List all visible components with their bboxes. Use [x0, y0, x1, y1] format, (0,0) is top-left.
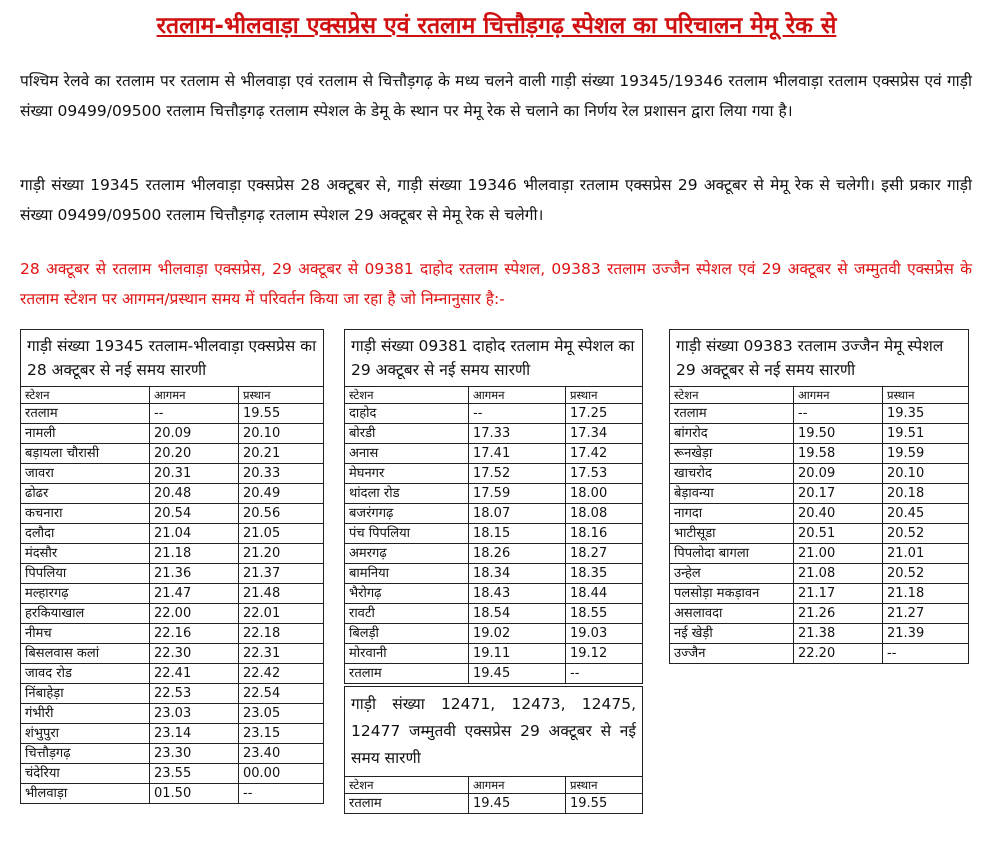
- table-header-row: [670, 330, 969, 387]
- station-cell: निंबाहेड़ा: [21, 684, 150, 704]
- station-cell: गंभीरी: [21, 704, 150, 724]
- column-header: प्रस्थान: [566, 777, 643, 794]
- timetable-jammutawi: [344, 686, 643, 814]
- table-row: [670, 444, 969, 464]
- arrival-cell: 22.30: [150, 644, 239, 664]
- table-row: [670, 624, 969, 644]
- column-header-row: [21, 387, 324, 404]
- departure-cell: 21.20: [239, 544, 324, 564]
- table-row: [21, 524, 324, 544]
- departure-cell: 19.55: [239, 404, 324, 424]
- table-row: [21, 744, 324, 764]
- station-cell: रतलाम: [345, 664, 469, 684]
- table-row: [21, 704, 324, 724]
- station-cell: भीलवाड़ा: [21, 784, 150, 804]
- arrival-cell: 20.48: [150, 484, 239, 504]
- station-cell: उज्जैन: [670, 644, 794, 664]
- timetable-09383: [669, 329, 969, 664]
- departure-cell: 19.12: [566, 644, 643, 664]
- arrival-cell: 19.58: [794, 444, 883, 464]
- arrival-cell: 18.26: [469, 544, 566, 564]
- table-row: [345, 794, 643, 814]
- station-cell: पिपलिया: [21, 564, 150, 584]
- arrival-cell: 20.51: [794, 524, 883, 544]
- column-header: स्टेशन: [345, 777, 469, 794]
- arrival-cell: 22.20: [794, 644, 883, 664]
- column-header-row: [345, 387, 643, 404]
- station-cell: जावद रोड: [21, 664, 150, 684]
- departure-cell: 21.27: [883, 604, 969, 624]
- station-cell: ढोढर: [21, 484, 150, 504]
- departure-cell: 19.51: [883, 424, 969, 444]
- column-header: स्टेशन: [345, 387, 469, 404]
- departure-cell: 19.55: [566, 794, 643, 814]
- table-row: [21, 624, 324, 644]
- station-cell: दाहोद: [345, 404, 469, 424]
- arrival-cell: 21.17: [794, 584, 883, 604]
- table-row: [670, 464, 969, 484]
- station-cell: शंभुपुरा: [21, 724, 150, 744]
- station-cell: नई खेड़ी: [670, 624, 794, 644]
- station-cell: चित्तौड़गढ़: [21, 744, 150, 764]
- table-row: [670, 604, 969, 624]
- table-header-row: [21, 330, 324, 387]
- table-title: गाड़ी संख्या 09381 दाहोद रतलाम मेमू स्पेशल का 29 अक्टूबर से नई समय सारणी: [345, 330, 643, 387]
- column-header: स्टेशन: [670, 387, 794, 404]
- table-row: [670, 544, 969, 564]
- arrival-cell: 17.41: [469, 444, 566, 464]
- departure-cell: 00.00: [239, 764, 324, 784]
- table-row: [21, 684, 324, 704]
- table-title: गाड़ी संख्या 19345 रतलाम-भीलवाड़ा एक्सप्रेस का 28 अक्टूबर से नई समय सारणी: [21, 330, 324, 387]
- table-row: [21, 784, 324, 804]
- departure-cell: 20.18: [883, 484, 969, 504]
- departure-cell: --: [883, 644, 969, 664]
- table-row: [345, 484, 643, 504]
- arrival-cell: 20.31: [150, 464, 239, 484]
- table-row: [345, 544, 643, 564]
- station-cell: पिपलोदा बागला: [670, 544, 794, 564]
- notice-paragraph: 28 अक्टूबर से रतलाम भीलवाड़ा एक्सप्रेस, 29 अक्टूबर से 09381 दाहोद रतलाम स्पेशल, 09383 रतलाम उज्जैन स्पेशल एवं 29 अक्टूबर से जम्मुतवी एक्सप्रेस के रतलाम स्टेशन पर आगमन/प्रस्थान समय में परिवर्तन किया जा रहा है जो निम्नानुसार है:-: [20, 260, 972, 308]
- departure-cell: 22.18: [239, 624, 324, 644]
- arrival-cell: 21.36: [150, 564, 239, 584]
- departure-cell: 20.49: [239, 484, 324, 504]
- table-row: [21, 504, 324, 524]
- table-row: [345, 564, 643, 584]
- departure-cell: 19.35: [883, 404, 969, 424]
- table-row: [345, 604, 643, 624]
- departure-cell: 23.15: [239, 724, 324, 744]
- intro-paragraph: पश्चिम रेलवे का रतलाम पर रतलाम से भीलवाड़ा एवं रतलाम से चित्तौड़गढ़ के मध्य चलने वाली गाड़ी संख्या 19345/19346 रतलाम भीलवाड़ा रतलाम एक्सप्रेस एवं गाड़ी संख्या 09499/09500 रतलाम चित्तौड़गढ़ रतलाम स्पेशल के डेमू के स्थान पर मेमू रेक से चलाने का निर्णय रेल प्रशासन द्वारा लिया गया है।: [20, 72, 972, 120]
- departure-cell: 22.54: [239, 684, 324, 704]
- table-row: [345, 424, 643, 444]
- departure-cell: 20.52: [883, 564, 969, 584]
- station-cell: रतलाम: [21, 404, 150, 424]
- page-title: रतलाम-भीलवाड़ा एक्सप्रेस एवं रतलाम चित्तौड़गढ़ स्पेशल का परिचालन मेमू रेक से: [156, 13, 837, 39]
- table-row: [21, 424, 324, 444]
- table-row: [21, 604, 324, 624]
- departure-cell: 21.01: [883, 544, 969, 564]
- table-row: [345, 464, 643, 484]
- departure-cell: 21.39: [883, 624, 969, 644]
- table-header-row: [345, 687, 643, 777]
- station-cell: बजरंगगढ़: [345, 504, 469, 524]
- station-cell: बोरडी: [345, 424, 469, 444]
- station-cell: उन्हेल: [670, 564, 794, 584]
- arrival-cell: 19.02: [469, 624, 566, 644]
- departure-cell: --: [566, 664, 643, 684]
- departure-cell: 20.56: [239, 504, 324, 524]
- table-row: [670, 404, 969, 424]
- station-cell: बांगरोद: [670, 424, 794, 444]
- arrival-cell: --: [469, 404, 566, 424]
- table-row: [345, 404, 643, 424]
- table-header-row: [345, 330, 643, 387]
- station-cell: बामनिया: [345, 564, 469, 584]
- station-cell: बेड़ावन्या: [670, 484, 794, 504]
- table-row: [345, 504, 643, 524]
- arrival-cell: 23.55: [150, 764, 239, 784]
- departure-cell: 21.18: [883, 584, 969, 604]
- departure-cell: --: [239, 784, 324, 804]
- table-row: [21, 444, 324, 464]
- table-row: [21, 464, 324, 484]
- arrival-cell: 18.54: [469, 604, 566, 624]
- station-cell: पलसोड़ा मकड़ावन: [670, 584, 794, 604]
- table-row: [21, 484, 324, 504]
- arrival-cell: 18.43: [469, 584, 566, 604]
- arrival-cell: 17.52: [469, 464, 566, 484]
- column-header-row: [670, 387, 969, 404]
- station-cell: नागदा: [670, 504, 794, 524]
- station-cell: रतलाम: [345, 794, 469, 814]
- station-cell: रतलाम: [670, 404, 794, 424]
- arrival-cell: 19.11: [469, 644, 566, 664]
- table-row: [345, 664, 643, 684]
- table-row: [670, 644, 969, 664]
- station-cell: बिलड़ी: [345, 624, 469, 644]
- arrival-cell: 21.26: [794, 604, 883, 624]
- arrival-cell: 23.03: [150, 704, 239, 724]
- table-row: [21, 664, 324, 684]
- arrival-cell: 21.38: [794, 624, 883, 644]
- station-cell: थांदला रोड: [345, 484, 469, 504]
- arrival-cell: 19.45: [469, 794, 566, 814]
- arrival-cell: 18.15: [469, 524, 566, 544]
- departure-cell: 18.00: [566, 484, 643, 504]
- table-row: [345, 624, 643, 644]
- departure-cell: 17.25: [566, 404, 643, 424]
- station-cell: असलावदा: [670, 604, 794, 624]
- arrival-cell: 21.04: [150, 524, 239, 544]
- station-cell: चंदेरिया: [21, 764, 150, 784]
- station-cell: अमरगढ़: [345, 544, 469, 564]
- arrival-cell: 01.50: [150, 784, 239, 804]
- column-header: आगमन: [794, 387, 883, 404]
- arrival-cell: 21.08: [794, 564, 883, 584]
- departure-cell: 17.53: [566, 464, 643, 484]
- departure-cell: 23.40: [239, 744, 324, 764]
- departure-cell: 18.35: [566, 564, 643, 584]
- arrival-cell: 20.54: [150, 504, 239, 524]
- departure-cell: 23.05: [239, 704, 324, 724]
- station-cell: नामली: [21, 424, 150, 444]
- table-title: गाड़ी संख्या 12471, 12473, 12475, 12477 जम्मुतवी एक्सप्रेस 29 अक्टूबर से नई समय सारणी: [345, 687, 643, 777]
- arrival-cell: --: [150, 404, 239, 424]
- departure-cell: 18.44: [566, 584, 643, 604]
- arrival-cell: 23.14: [150, 724, 239, 744]
- timetable-09381: [344, 329, 643, 684]
- table-row: [345, 584, 643, 604]
- table-row: [670, 564, 969, 584]
- departure-cell: 20.21: [239, 444, 324, 464]
- table-row: [21, 644, 324, 664]
- arrival-cell: 20.09: [794, 464, 883, 484]
- arrival-cell: 21.47: [150, 584, 239, 604]
- departure-cell: 17.34: [566, 424, 643, 444]
- column-header: प्रस्थान: [239, 387, 324, 404]
- departure-cell: 18.16: [566, 524, 643, 544]
- station-cell: खाचरोद: [670, 464, 794, 484]
- arrival-cell: 22.16: [150, 624, 239, 644]
- table-row: [21, 724, 324, 744]
- departure-cell: 22.42: [239, 664, 324, 684]
- arrival-cell: 17.33: [469, 424, 566, 444]
- table-row: [670, 484, 969, 504]
- station-cell: भाटीसूडा: [670, 524, 794, 544]
- station-cell: मोरवानी: [345, 644, 469, 664]
- table-row: [670, 424, 969, 444]
- departure-cell: 22.31: [239, 644, 324, 664]
- schedule-paragraph: गाड़ी संख्या 19345 रतलाम भीलवाड़ा एक्सप्रेस 28 अक्टूबर से, गाड़ी संख्या 19346 भीलवाड़ा रतलाम एक्सप्रेस 29 अक्टूबर से मेमू रेक से चलेगी। इसी प्रकार गाड़ी संख्या 09499/09500 रतलाम चित्तौड़गढ़ रतलाम स्पेशल 29 अक्टूबर से मेमू रेक से चलेगी।: [20, 176, 972, 224]
- arrival-cell: --: [794, 404, 883, 424]
- column-header: स्टेशन: [21, 387, 150, 404]
- station-cell: मेघनगर: [345, 464, 469, 484]
- station-cell: बिसलवास कलां: [21, 644, 150, 664]
- column-header-row: [345, 777, 643, 794]
- departure-cell: 20.45: [883, 504, 969, 524]
- departure-cell: 18.08: [566, 504, 643, 524]
- arrival-cell: 20.17: [794, 484, 883, 504]
- station-cell: हरकियाखाल: [21, 604, 150, 624]
- station-cell: भैरोगढ़: [345, 584, 469, 604]
- table-row: [21, 764, 324, 784]
- arrival-cell: 22.00: [150, 604, 239, 624]
- table-row: [345, 524, 643, 544]
- station-cell: मंदसौर: [21, 544, 150, 564]
- departure-cell: 17.42: [566, 444, 643, 464]
- arrival-cell: 21.00: [794, 544, 883, 564]
- arrival-cell: 20.40: [794, 504, 883, 524]
- departure-cell: 21.48: [239, 584, 324, 604]
- arrival-cell: 18.34: [469, 564, 566, 584]
- arrival-cell: 20.20: [150, 444, 239, 464]
- arrival-cell: 19.50: [794, 424, 883, 444]
- arrival-cell: 21.18: [150, 544, 239, 564]
- station-cell: पंच पिपलिया: [345, 524, 469, 544]
- departure-cell: 20.10: [239, 424, 324, 444]
- departure-cell: 18.55: [566, 604, 643, 624]
- table-row: [670, 584, 969, 604]
- column-header: आगमन: [469, 387, 566, 404]
- station-cell: दलौदा: [21, 524, 150, 544]
- arrival-cell: 22.41: [150, 664, 239, 684]
- departure-cell: 20.52: [883, 524, 969, 544]
- column-header: प्रस्थान: [566, 387, 643, 404]
- table-title: गाड़ी संख्या 09383 रतलाम उज्जैन मेमू स्पेशल 29 अक्टूबर से नई समय सारणी: [670, 330, 969, 387]
- column-header: आगमन: [150, 387, 239, 404]
- column-header: आगमन: [469, 777, 566, 794]
- table-row: [345, 444, 643, 464]
- table-row: [670, 524, 969, 544]
- departure-cell: 21.05: [239, 524, 324, 544]
- arrival-cell: 19.45: [469, 664, 566, 684]
- arrival-cell: 23.30: [150, 744, 239, 764]
- station-cell: रावटी: [345, 604, 469, 624]
- station-cell: बड़ायला चौरासी: [21, 444, 150, 464]
- departure-cell: 20.10: [883, 464, 969, 484]
- table-row: [21, 544, 324, 564]
- departure-cell: 20.33: [239, 464, 324, 484]
- table-row: [21, 404, 324, 424]
- station-cell: नीमच: [21, 624, 150, 644]
- arrival-cell: 20.09: [150, 424, 239, 444]
- station-cell: मल्हारगढ़: [21, 584, 150, 604]
- departure-cell: 19.03: [566, 624, 643, 644]
- table-row: [21, 584, 324, 604]
- station-cell: जावरा: [21, 464, 150, 484]
- table-row: [670, 504, 969, 524]
- departure-cell: 19.59: [883, 444, 969, 464]
- arrival-cell: 18.07: [469, 504, 566, 524]
- arrival-cell: 17.59: [469, 484, 566, 504]
- table-row: [21, 564, 324, 584]
- station-cell: रूनखेड़ा: [670, 444, 794, 464]
- table-row: [345, 644, 643, 664]
- timetable-19345: [20, 329, 324, 804]
- station-cell: कचनारा: [21, 504, 150, 524]
- station-cell: अनास: [345, 444, 469, 464]
- arrival-cell: 22.53: [150, 684, 239, 704]
- departure-cell: 21.37: [239, 564, 324, 584]
- departure-cell: 18.27: [566, 544, 643, 564]
- departure-cell: 22.01: [239, 604, 324, 624]
- column-header: प्रस्थान: [883, 387, 969, 404]
